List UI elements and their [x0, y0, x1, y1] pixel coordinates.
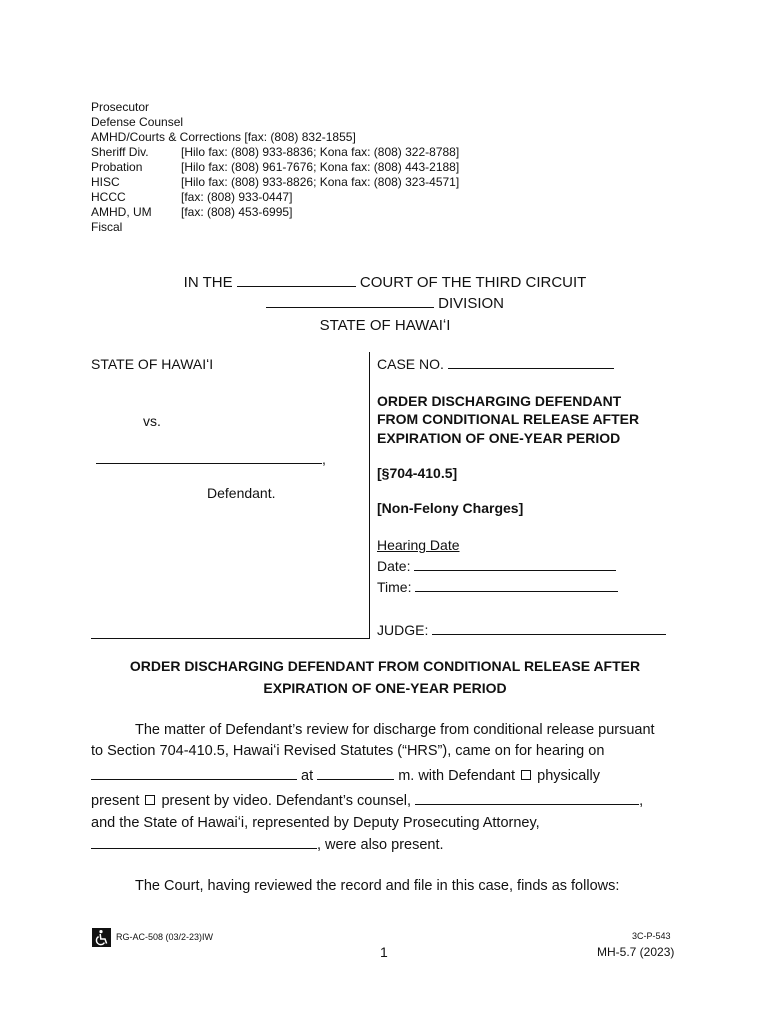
distribution-detail: [Hilo fax: (808) 933-8826; Kona fax: (808) 323-4571] [181, 175, 460, 189]
distribution-label: HISC [91, 175, 120, 189]
caption-order-title-line: EXPIRATION OF ONE-YEAR PERIOD [377, 430, 621, 446]
body-line [91, 792, 691, 809]
distribution-detail: [fax: (808) 933-0447] [181, 190, 293, 204]
distribution-label: Sheriff Div. [91, 145, 149, 159]
plaintiff-name: STATE OF HAWAIʻI [91, 356, 214, 372]
page-number: 1 [380, 944, 388, 960]
distribution-detail: [Hilo fax: (808) 961-7676; Kona fax: (808) 443-2188] [181, 160, 460, 174]
distribution-label: HCCC [91, 190, 126, 204]
caption-divider-horizontal [91, 638, 370, 639]
accessibility-icon [92, 928, 111, 947]
caption-order-title-line: ORDER DISCHARGING DEFENDANT [377, 393, 622, 409]
at-label: at [301, 768, 314, 784]
body-line: and the State of Hawaiʻi, represented by Deputy Prosecuting Attorney, [91, 815, 540, 831]
distribution-row [91, 220, 459, 235]
distribution-detail: [Hilo fax: (808) 933-8836; Kona fax: (808) 322-8788] [181, 145, 460, 159]
form-number: MH-5.7 (2023) [597, 945, 675, 959]
distribution-row [91, 160, 459, 175]
distribution-list [91, 100, 459, 235]
distribution-label: AMHD/Courts & Corrections [fax: (808) 832-1855] [91, 130, 356, 144]
judge-field [377, 622, 666, 638]
body-line: The Court, having reviewed the record and file in this case, finds as follows: [135, 878, 620, 894]
form-code: 3C-P-543 [632, 931, 671, 941]
body-line [91, 836, 691, 853]
body-line: to Section 704-410.5, Hawaiʻi Revised Statutes (“HRS”), came on for hearing on [91, 743, 605, 759]
court-heading-line1 [0, 274, 770, 291]
hearing-time-blank [317, 767, 394, 780]
distribution-label: Fiscal [91, 220, 123, 234]
defendant-comma: , [322, 451, 326, 467]
distribution-row [91, 205, 459, 220]
hearing-date-heading: Hearing Date [377, 537, 460, 553]
rg-form-code: RG-AC-508 (03/2-23)IW [116, 932, 214, 942]
body-line [91, 767, 691, 784]
court-heading-line2 [0, 295, 770, 312]
case-number-blank [448, 356, 614, 369]
case-number-label: CASE NO. [377, 356, 444, 372]
order-title-line: EXPIRATION OF ONE-YEAR PERIOD [263, 680, 507, 696]
caption-divider-vertical [369, 352, 370, 639]
caption-order-title-line: FROM CONDITIONAL RELEASE AFTER [377, 411, 640, 427]
prosecutor-name-blank [91, 836, 317, 849]
distribution-row [91, 115, 459, 130]
distribution-label: Probation [91, 160, 143, 174]
distribution-row [91, 100, 459, 115]
distribution-row [91, 145, 459, 160]
distribution-row [91, 175, 459, 190]
defense-counsel-blank [415, 792, 639, 805]
video-present-checkbox[interactable] [145, 795, 155, 805]
date-blank [414, 558, 616, 571]
hearing-date-blank [91, 767, 297, 780]
judge-blank [432, 622, 666, 635]
versus-label: vs. [143, 413, 161, 429]
order-title-line: ORDER DISCHARGING DEFENDANT FROM CONDITIONAL RELEASE AFTER [129, 658, 641, 674]
time-label: Time: [377, 579, 412, 595]
court-name-blank [237, 274, 356, 287]
hearing-time-field [377, 579, 618, 595]
body-line: The matter of Defendant’s review for discharge from conditional release pursuant [135, 722, 655, 738]
comma: , [639, 793, 644, 809]
defendant-label: Defendant. [207, 485, 276, 501]
physically-present-checkbox[interactable] [521, 770, 531, 780]
distribution-label: AMHD, UM [91, 205, 152, 219]
judge-label: JUDGE: [377, 622, 429, 638]
distribution-row [91, 130, 459, 145]
statute-reference: [§704-410.5] [377, 465, 458, 481]
distribution-label: Defense Counsel [91, 115, 184, 129]
distribution-row [91, 190, 459, 205]
division-label: DIVISION [438, 295, 505, 312]
distribution-label: Prosecutor [91, 100, 150, 114]
case-number [377, 356, 614, 372]
meridiem-label: m. with Defendant [398, 768, 516, 784]
defendant-name-blank [96, 463, 322, 464]
court-heading-line3: STATE OF HAWAIʻI [319, 317, 451, 334]
court-prefix: IN THE [183, 274, 233, 291]
distribution-detail: [fax: (808) 453-6995] [181, 205, 293, 219]
hearing-date-field [377, 558, 616, 574]
physically-label: physically [537, 768, 600, 784]
present-label: present [91, 793, 140, 809]
date-label: Date: [377, 558, 411, 574]
time-blank [415, 579, 618, 592]
division-blank [266, 295, 434, 308]
charges-type: [Non-Felony Charges] [377, 500, 524, 516]
present-tail: , were also present. [317, 837, 444, 853]
court-suffix: COURT OF THE THIRD CIRCUIT [359, 274, 587, 291]
video-label: present by video. Defendant’s counsel, [161, 793, 412, 809]
